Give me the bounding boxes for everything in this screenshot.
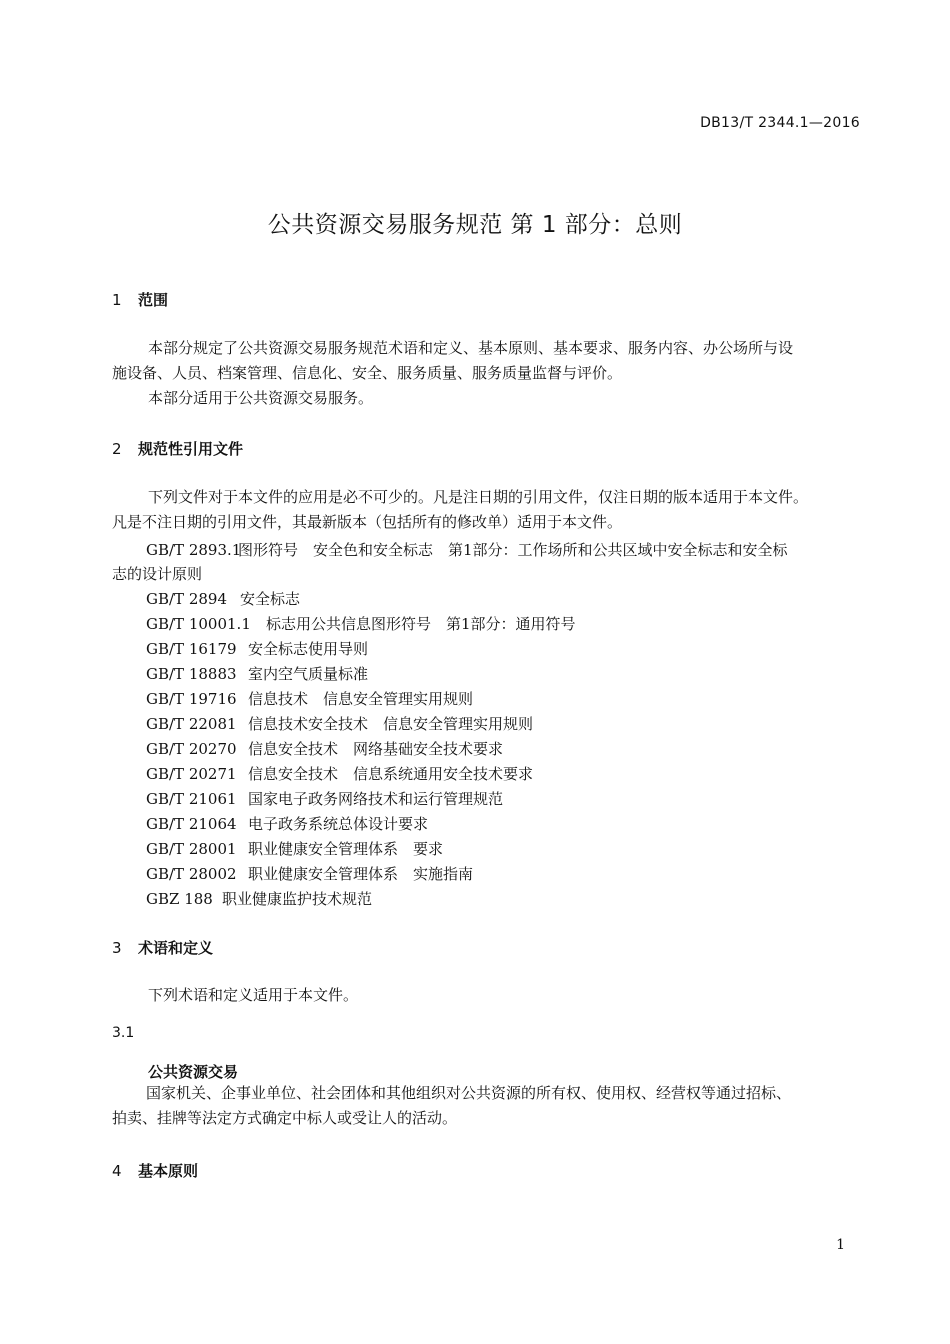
section-number: 4 bbox=[112, 1162, 122, 1180]
reference-item bbox=[146, 838, 443, 859]
reference-code: GB/T 19716 bbox=[146, 690, 237, 708]
reference-code: GB/T 21064 bbox=[146, 815, 237, 833]
reference-title: 职业健康安全管理体系 要求 bbox=[248, 840, 444, 858]
reference-code: GB/T 2893.1 bbox=[146, 541, 242, 559]
reference-item bbox=[146, 738, 503, 759]
reference-title: 信息安全技术 信息系统通用安全技术要求 bbox=[248, 765, 534, 783]
reference-code: GB/T 22081 bbox=[146, 715, 237, 733]
reference-code: GB/T 16179 bbox=[146, 640, 237, 658]
document-id: DB13/T 2344.1—2016 bbox=[700, 115, 860, 131]
reference-item bbox=[146, 688, 473, 709]
reference-title: 信息安全技术 网络基础安全技术要求 bbox=[248, 740, 504, 758]
term-number: 3.1 bbox=[112, 1025, 135, 1041]
reference-title: 安全标志 bbox=[240, 590, 301, 608]
section-heading-terms bbox=[112, 937, 213, 958]
reference-title: 职业健康安全管理体系 实施指南 bbox=[248, 865, 474, 883]
reference-item bbox=[146, 588, 300, 609]
reference-code: GB/T 18883 bbox=[146, 665, 237, 683]
section-title: 范围 bbox=[138, 291, 169, 309]
reference-title: 信息技术安全技术 信息安全管理实用规则 bbox=[248, 715, 534, 733]
section-title: 基本原则 bbox=[138, 1162, 199, 1180]
reference-title: 图形符号 安全色和安全标志 第1部分：工作场所和公共区域中安全标志和安全标 bbox=[238, 541, 788, 559]
section-heading-scope bbox=[112, 289, 168, 310]
scope-paragraph-line: 施设备、人员、档案管理、信息化、安全、服务质量、服务质量监督与评价。 bbox=[112, 364, 623, 382]
reference-title: 标志用公共信息图形符号 第1部分：通用符号 bbox=[266, 615, 576, 633]
reference-item bbox=[146, 613, 576, 634]
terms-intro: 下列术语和定义适用于本文件。 bbox=[148, 986, 359, 1004]
page-number: 1 bbox=[836, 1237, 845, 1253]
reference-item bbox=[146, 713, 533, 734]
section-heading-principles bbox=[112, 1160, 198, 1181]
section-title: 规范性引用文件 bbox=[138, 440, 244, 458]
term-name: 公共资源交易 bbox=[148, 1063, 239, 1081]
reference-code: GB/T 10001.1 bbox=[146, 615, 251, 633]
reference-title: 国家电子政务网络技术和运行管理规范 bbox=[248, 790, 504, 808]
reference-continuation: 志的设计原则 bbox=[112, 565, 203, 583]
section-number: 3 bbox=[112, 939, 122, 957]
reference-item bbox=[146, 813, 428, 834]
term-definition-line: 国家机关、企事业单位、社会团体和其他组织对公共资源的所有权、使用权、经营权等通过招标、 bbox=[146, 1084, 792, 1102]
normative-intro-line: 下列文件对于本文件的应用是必不可少的。凡是注日期的引用文件，仅注日期的版本适用于本文件。 bbox=[148, 488, 809, 506]
normative-intro-line: 凡是不注日期的引用文件，其最新版本（包括所有的修改单）适用于本文件。 bbox=[112, 513, 623, 531]
reference-code: GB/T 2894 bbox=[146, 590, 228, 608]
reference-item bbox=[146, 788, 503, 809]
section-title: 术语和定义 bbox=[138, 939, 214, 957]
reference-code: GB/T 21061 bbox=[146, 790, 237, 808]
section-number: 2 bbox=[112, 440, 122, 458]
reference-title: 电子政务系统总体设计要求 bbox=[248, 815, 429, 833]
reference-code: GB/T 20270 bbox=[146, 740, 237, 758]
section-heading-normative bbox=[112, 438, 243, 459]
reference-title: 信息技术 信息安全管理实用规则 bbox=[248, 690, 474, 708]
reference-item bbox=[146, 539, 788, 560]
page-title: 公共资源交易服务规范 第 1 部分：总则 bbox=[267, 212, 683, 238]
reference-code: GB/T 20271 bbox=[146, 765, 237, 783]
reference-item bbox=[146, 638, 368, 659]
reference-code: GB/T 28002 bbox=[146, 865, 237, 883]
reference-item bbox=[146, 888, 372, 909]
section-number: 1 bbox=[112, 291, 122, 309]
reference-code: GBZ 188 bbox=[146, 890, 213, 908]
reference-code: GB/T 28001 bbox=[146, 840, 237, 858]
reference-title: 室内空气质量标准 bbox=[248, 665, 369, 683]
reference-item bbox=[146, 763, 533, 784]
scope-paragraph-line: 本部分适用于公共资源交易服务。 bbox=[148, 389, 374, 407]
reference-item bbox=[146, 663, 368, 684]
reference-title: 安全标志使用导则 bbox=[248, 640, 369, 658]
reference-title: 职业健康监护技术规范 bbox=[222, 890, 373, 908]
reference-item bbox=[146, 863, 473, 884]
term-definition-line: 拍卖、挂牌等法定方式确定中标人或受让人的活动。 bbox=[112, 1109, 458, 1127]
scope-paragraph-line: 本部分规定了公共资源交易服务规范术语和定义、基本原则、基本要求、服务内容、办公场所与设 bbox=[148, 339, 794, 357]
